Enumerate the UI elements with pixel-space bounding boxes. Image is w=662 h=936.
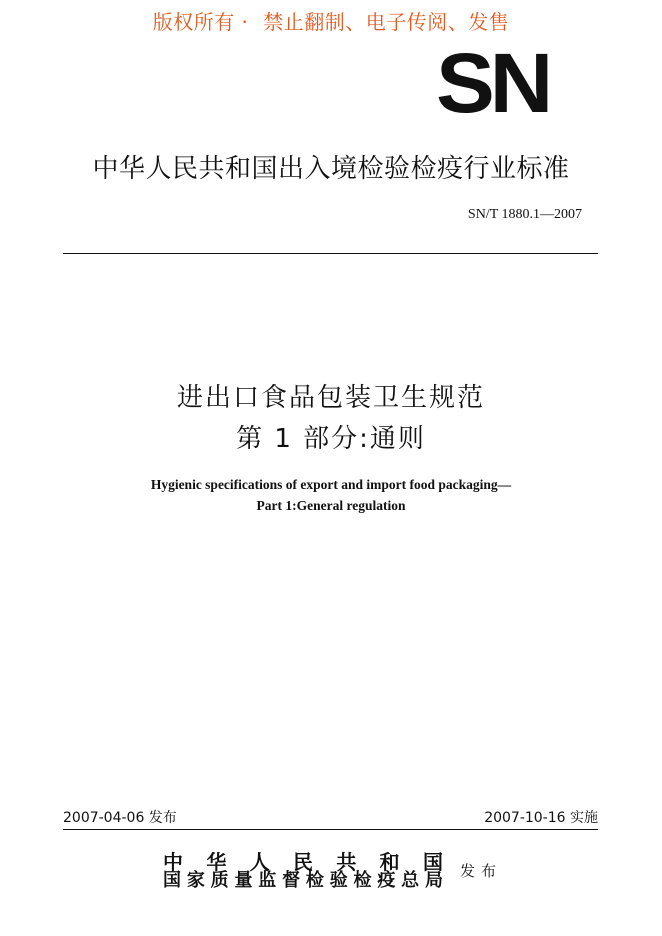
top-divider	[63, 253, 598, 254]
implementation-date: 2007-10-16 实施	[484, 810, 598, 826]
bottom-divider	[63, 829, 598, 830]
standard-code: SN/T 1880.1—2007	[467, 207, 582, 222]
english-subtitle: Part 1:General regulation	[256, 498, 406, 513]
industry-standard-title: 中华人民共和国出入境检验检疫行业标准	[92, 154, 570, 184]
document-title: 进出口食品包装卫生规范	[176, 383, 485, 413]
sn-logo: SN	[436, 36, 549, 130]
document-subtitle: 第 1 部分:通则	[236, 424, 426, 454]
copyright-label: 版权所有 ·	[152, 10, 249, 34]
copyright-notice	[0, 6, 662, 35]
issuer-agency: 国家质量监督检验检疫总局	[163, 870, 443, 891]
english-title: Hygienic specifications of export and import food packaging—	[150, 477, 512, 492]
publish-label: 发布	[460, 862, 503, 880]
issue-date: 2007-04-06 发布	[63, 810, 177, 826]
prohibition-notice: 禁止翻制、电子传阅、发售	[263, 10, 510, 34]
issuer-country: 中华人民共和国	[163, 850, 443, 874]
